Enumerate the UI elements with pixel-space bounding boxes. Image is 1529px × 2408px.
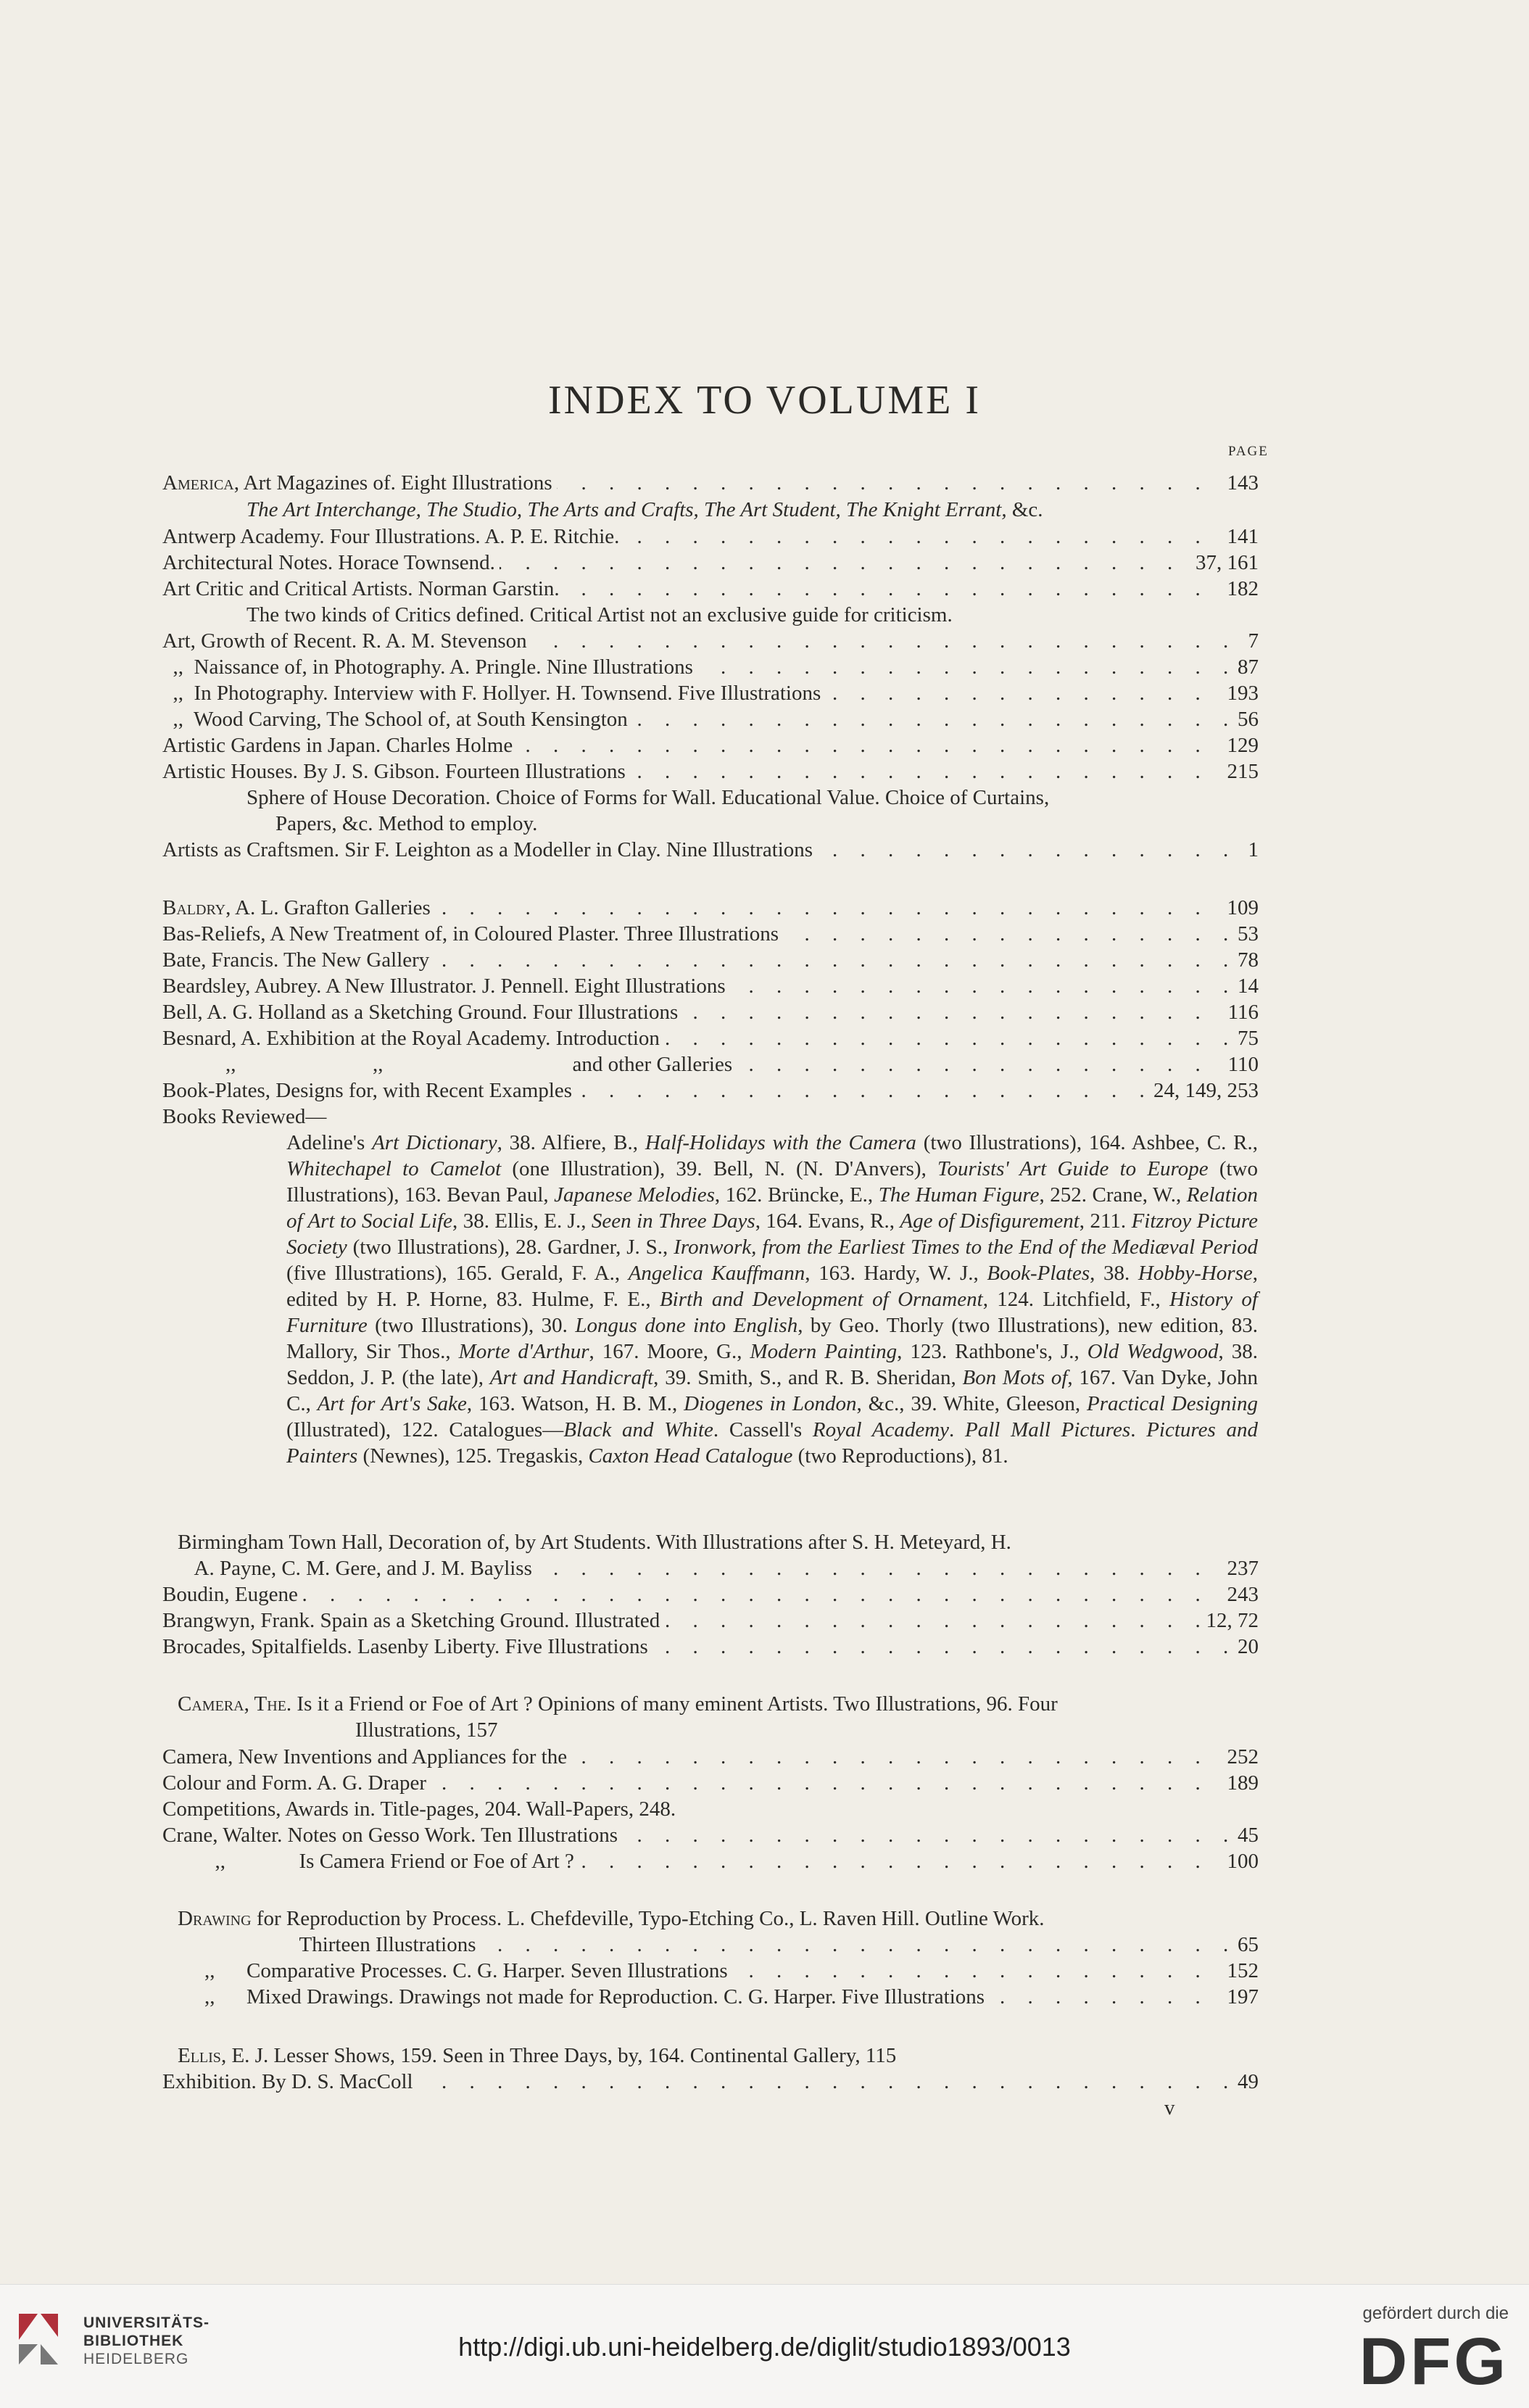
index-entry-page: 1 [1243,837,1259,863]
index-entry-text: . . . ,, Is Camera Friend or Foe of Art ? [162,1848,579,1874]
index-entry-page: 215 [1222,758,1259,785]
index-entry [162,550,1259,576]
index-entry [162,1744,1259,1770]
index-entry-text: . . . Antwerp Academy. Four Illustrations. A. P. E. Ritchie. [162,524,623,550]
index-entry-page: 109 [1222,895,1259,921]
index-entry-page: 143 [1222,470,1259,496]
index-entry-text: Books Reviewed— [162,1104,331,1130]
index-entry-page: 193 [1222,680,1259,706]
index-entry-text: . . . Thirteen Illustrations [162,1932,481,1958]
index-line: Competitions, Awards in. Title-pages, 204. Wall-Papers, 248. [162,1797,676,1821]
index-line: Papers, &c. Method to employ. [275,812,538,835]
index-entry-page: 65 [1232,1932,1259,1958]
index-entry-page: 20 [1232,1634,1259,1660]
index-line: Drawing for Reproduction by Process. L. Chefdeville, Typo-Etching Co., L. Raven Hill. Outline Work. [178,1907,1045,1930]
index-entry-text: . . . Exhibition. By D. S. MacColl [162,2069,418,2095]
index-entry [162,1984,1259,2010]
index-entry [162,1958,1259,1984]
index-entry-text: . . . Artistic Gardens in Japan. Charles Holme [162,732,517,758]
index-entry [162,706,1259,732]
index-entry-page: 252 [1222,1744,1259,1770]
index-entry-page: 197 [1222,1984,1259,2010]
index-entry-text: . . . A. Payne, C. M. Gere, and J. M. Bayliss [162,1555,536,1581]
index-entry-page: 152 [1222,1958,1259,1984]
index-entry-page: 243 [1222,1581,1259,1608]
index-entry-page: 189 [1222,1770,1259,1796]
index-entry-text: . . . Brangwyn, Frank. Spain as a Sketching Ground. Illustrated [162,1608,664,1634]
index-entry-text: . . . ,, In Photography. Interview with F. Hollyer. H. Townsend. Five Illustrations [162,680,825,706]
index-entry-page: 7 [1243,628,1259,654]
index-entry-text: . . . ,, Naissance of, in Photography. A. Pringle. Nine Illustrations [162,654,697,680]
index-entry [162,1555,1259,1581]
index-line: The two kinds of Critics defined. Critical Artist not an exclusive guide for criticism. [246,603,953,626]
index-entry [162,524,1259,550]
index-entry-page: 56 [1232,706,1259,732]
index-entry-page: 110 [1222,1051,1259,1077]
index-entry-text: . . . Brocades, Spitalfields. Lasenby Liberty. Five Illustrations [162,1634,652,1660]
index-entry [162,947,1259,973]
index-entry-page: 53 [1232,921,1259,947]
index-entry-page: 75 [1232,1025,1259,1051]
index-entry-text: . . . Bate, Francis. The New Gallery [162,947,434,973]
index-entry-text: . . . Colour and Form. A. G. Draper [162,1770,431,1796]
index-entry-page: 37, 161 [1190,550,1259,576]
index-entry [162,895,1259,921]
index-line: Ellis, E. J. Lesser Shows, 159. Seen in Three Days, by, 164. Continental Gallery, 115 [178,2044,897,2067]
index-line: Sphere of House Decoration. Choice of Forms for Wall. Educational Value. Choice of Curtains, [246,786,1050,809]
index-entry [162,1104,1259,1130]
index-entry [162,1770,1259,1796]
index-entry-text: . . . ,, Mixed Drawings. Drawings not made for Reproduction. C. G. Harper. Five Illustrations [162,1984,989,2010]
index-entry-text: . . . Bell, A. G. Holland as a Sketching Ground. Four Illustrations [162,999,682,1025]
index-line: Illustrations, 157 [355,1718,498,1742]
index-entry-page: 12, 72 [1201,1608,1259,1634]
index-entry-text: . . . Camera, New Inventions and Appliances for the [162,1744,571,1770]
books-reviewed-text: Adeline's Art Dictionary, 38. Alfiere, B., Half-Holidays with the Camera (two Illustrations), 164. Ashbee, C. R., Whitechapel to Camelot (one Illustration), 39. Bell, N. (N. D'Anvers), Tourists' Art Guide to Europe (two Illustrations), 163. Bevan Paul, Japanese Melodies, 162. Brüncke, E., The Human Figure, 252. Crane, W., Relation of Art to Social Life, 38. Ellis, E. J., Seen in Three Days, 164. Evans, R., Age of Disfigurement, 211. Fitzroy Picture Society (two Illustrations), 28. Gardner, J. S., Ironwork, from the Earliest Times to the End of the Mediæval Period (five Illustrations), 165. Gerald, F. A., Angelica Kauffmann, 163. Hardy, W. J., Book-Plates, 38. Hobby-Horse, edited by H. P. Horne, 83. Hulme, F. E., Birth and Development of Ornament, 124. Litchfield, F., History of Furniture (two Illustrations), 30. Longus done into English, by Geo. Thorly (two Illustrations), new edition, 83. Mallory, Sir Thos., Morte d'Arthur, 167. Moore, G., Modern Painting, 123. Rathbone's, J., Old Wedgwood, 38. Seddon, J. P. (the late), Art and Handicraft, 39. Smith, S., and R. B. Sheridan, Bon Mots of, 167. Van Dyke, John C., Art for Art's Sake, 163. Watson, H. B. M., Diogenes in London, &c., 39. White, Gleeson, Practical Designing (Illustrated), 122. Catalogues—Black and White. Cassell's Royal Academy. Pall Mall Pictures. Pictures and Painters (Newnes), 125. Tregaskis, Caxton Head Catalogue (two Reproductions), 81. [286,1131,1259,1468]
index-entry-page: 45 [1232,1822,1259,1848]
index-entry [162,999,1259,1025]
index-entry [162,973,1259,999]
index-entry [162,2069,1259,2095]
index-line: Birmingham Town Hall, Decoration of, by Art Students. With Illustrations after S. H. Meteyard, H. [178,1531,1011,1554]
index-entry-page: 78 [1232,947,1259,973]
index-entry [162,1848,1259,1874]
university-library-name: UNIVERSITÄTS- BIBLIOTHEK HEIDELBERG [83,2314,210,2367]
index-entry [162,470,1259,496]
index-entry-text: . . . Art, Growth of Recent. R. A. M. Stevenson [162,628,531,654]
page-title: INDEX TO VOLUME I [548,377,981,423]
index-entry-page: 87 [1232,654,1259,680]
index-entry-page: 100 [1222,1848,1259,1874]
index-entry-text: . . . Artists as Craftsmen. Sir F. Leighton as a Modeller in Clay. Nine Illustrations [162,837,817,863]
index-entry-text: . . . ,, Wood Carving, The School of, at South Kensington [162,706,632,732]
index-entry [162,837,1259,863]
funding-note: gefördert durch die [1362,2304,1509,2323]
index-entry-text: . . . ,, ,, and other Galleries [162,1051,737,1077]
index-entry-text: . . . Architectural Notes. Horace Townsend. [162,550,500,576]
index-entry [162,1608,1259,1634]
books-reviewed-paragraph [286,1130,1258,1469]
index-entry-text: . . . Art Critic and Critical Artists. Norman Garstin. [162,576,564,602]
index-entry [162,732,1259,758]
index-entry-page: 116 [1222,999,1259,1025]
index-entry-text: . . . Book-Plates, Designs for, with Recent Examples [162,1077,576,1104]
index-entry [162,1634,1259,1660]
index-entry-text: . . . Bas-Reliefs, A New Treatment of, in Coloured Plaster. Three Illustrations [162,921,783,947]
index-entry-text: . . . Besnard, A. Exhibition at the Royal Academy. Introduction [162,1025,664,1051]
page-column-label: PAGE [1228,444,1269,459]
index-entry [162,1051,1259,1077]
index-entry [162,628,1259,654]
index-entry [162,1077,1259,1104]
index-line: Camera, The. Is it a Friend or Foe of Art ? Opinions of many eminent Artists. Two Illustrations, 96. Four [178,1692,1058,1716]
index-entry-text: . . . Baldry, A. L. Grafton Galleries [162,895,435,921]
index-entry [162,921,1259,947]
index-entry [162,654,1259,680]
index-entry-text: . . . Crane, Walter. Notes on Gesso Work. Ten Illustrations [162,1822,622,1848]
index-entry-page: 182 [1222,576,1259,602]
index-entry [162,1932,1259,1958]
index-entry [162,1581,1259,1608]
index-entry [162,758,1259,785]
dfg-logo: DFG [1359,2325,1509,2399]
index-entry-page: 49 [1232,2069,1259,2095]
index-entry-text: . . . Artistic Houses. By J. S. Gibson. Fourteen Illustrations [162,758,630,785]
index-entry-page: 141 [1222,524,1259,550]
index-entry [162,1025,1259,1051]
index-entry-page: 14 [1232,973,1259,999]
index-entry-text: . . . Boudin, Eugene [162,1581,302,1608]
index-line: v [1164,2096,1175,2119]
index-entry-text: . . . America, Art Magazines of. Eight Illustrations [162,470,557,496]
index-entry [162,576,1259,602]
index-entry-page: 129 [1222,732,1259,758]
index-entry [162,680,1259,706]
index-entry-page: 237 [1222,1555,1259,1581]
source-url-link[interactable]: http://digi.ub.uni-heidelberg.de/diglit/studio1893/0013 [458,2332,1071,2362]
index-line: The Art Interchange, The Studio, The Arts and Crafts, The Art Student, The Knight Errant, &c. [246,498,1043,521]
footer-bar [0,2284,1529,2408]
index-entry [162,1822,1259,1848]
index-entry-text: . . . Beardsley, Aubrey. A New Illustrator. J. Pennell. Eight Illustrations [162,973,730,999]
index-entry-text: . . . ,, Comparative Processes. C. G. Harper. Seven Illustrations [162,1958,732,1984]
index-entry-page: 24, 149, 253 [1148,1077,1259,1104]
